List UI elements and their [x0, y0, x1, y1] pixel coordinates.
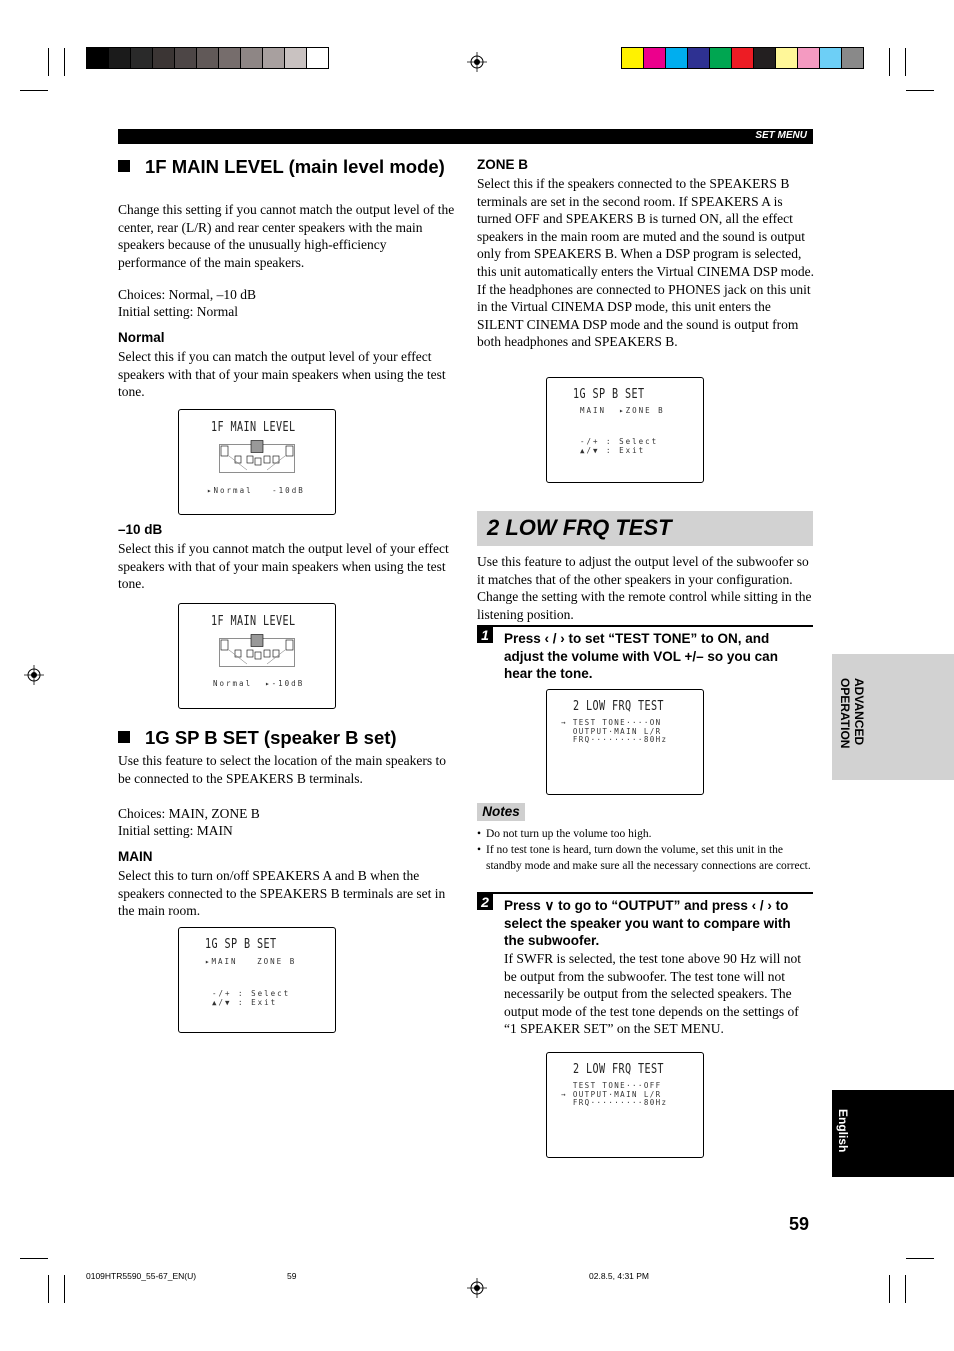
- color-swatch: [153, 48, 174, 68]
- crop-mark: [889, 1275, 890, 1303]
- lcd-title: 1F MAIN LEVEL: [211, 420, 296, 435]
- footer-page: 59: [287, 1271, 297, 1281]
- zoneb-text: Select this if the speakers connected to the SPEAKERS B terminals are set in the second room. If SPEAKERS A is turned OFF and SPEAKERS B is turned ON, all the effect speakers in the main room are muted and the sound is output only from SPEAKERS B. When a DSP program is selected, this unit automatically enters the Virtual CINEMA DSP mode. If the headphones are connected to PHONES jack on this unit in the Virtual CINEMA DSP mode, this unit enters the SILENT CINEMA DSP mode and the sound is output from both headphones and SPEAKERS B.: [477, 176, 815, 350]
- color-swatch: [644, 48, 665, 68]
- crop-mark: [905, 48, 906, 76]
- crop-mark: [48, 48, 49, 76]
- lcd-setting-lines: TEST TONE···OFF → OUTPUT·MAIN L/R FRQ·········80Hz: [561, 1081, 668, 1107]
- lcd-help-lines: -/+ : Select ▲/▼ : Exit: [212, 989, 291, 1007]
- section2-initial: Initial setting: MAIN: [118, 823, 233, 838]
- section2-intro: Use this feature to select the location of the main speakers to be connected to the SPEAKERS B terminals.: [118, 753, 447, 786]
- header-bar: [118, 129, 813, 144]
- section1-title: 1F MAIN LEVEL (main level mode): [145, 156, 445, 177]
- color-swatch: [754, 48, 775, 68]
- section-banner: [477, 511, 813, 546]
- speaker-layout-icon: [219, 440, 295, 476]
- notes-label: Notes: [477, 803, 525, 821]
- section2-title: 1G SP B SET (speaker B set): [145, 727, 397, 748]
- speaker-layout-icon: [219, 634, 295, 670]
- section1-initial: Initial setting: Normal: [118, 304, 238, 319]
- side-tab-advanced: [832, 654, 954, 780]
- bullet-square-icon: [118, 731, 130, 743]
- side-tab-english-label: English: [836, 1109, 850, 1153]
- section-label: SET MENU: [755, 130, 807, 141]
- lcd-help-lines: -/+ : Select ▲/▼ : Exit: [580, 437, 659, 455]
- registration-mark-icon: [24, 665, 44, 685]
- lcd-display: [178, 409, 336, 515]
- color-swatch: [241, 48, 262, 68]
- step-divider: [477, 625, 813, 627]
- normal-heading: Normal: [118, 330, 165, 345]
- registration-mark-icon: [467, 1278, 487, 1298]
- section2-heading: [118, 728, 458, 748]
- lcd-display: [546, 1052, 704, 1158]
- color-swatch: [175, 48, 196, 68]
- color-swatch: [109, 48, 130, 68]
- crop-mark: [64, 48, 65, 76]
- crop-mark: [889, 48, 890, 76]
- notes-list: [477, 826, 813, 874]
- zoneb-heading: ZONE B: [477, 157, 529, 172]
- crop-mark: [906, 90, 934, 91]
- crop-mark: [905, 1275, 906, 1303]
- lcd-display: [178, 603, 336, 709]
- lcd-title: 1F MAIN LEVEL: [211, 614, 296, 629]
- footer-date: 02.8.5, 4:31 PM: [589, 1271, 650, 1281]
- lcd-title: 2 LOW FRQ TEST: [573, 1062, 664, 1077]
- main-heading: MAIN: [118, 849, 153, 864]
- crop-mark: [906, 1258, 934, 1259]
- color-swatch: [710, 48, 731, 68]
- lcd-option-line: ▸MAIN ZONE B: [205, 957, 297, 966]
- color-swatch: [820, 48, 841, 68]
- lcd-option-line: MAIN ▸ZONE B: [580, 406, 665, 415]
- side-tab-advanced-label: ADVANCED OPERATION: [838, 678, 866, 749]
- lcd-title: 1G SP B SET: [573, 387, 645, 402]
- lcd-display: [546, 377, 704, 483]
- color-swatch: [666, 48, 687, 68]
- section2-choices: Choices: MAIN, ZONE B: [118, 806, 260, 821]
- color-swatch: [219, 48, 240, 68]
- color-swatch: [798, 48, 819, 68]
- crop-mark: [48, 1275, 49, 1303]
- step2-number: 2: [477, 894, 493, 910]
- note-item: • Do not turn up the volume too high.: [477, 828, 652, 840]
- step-divider: [477, 892, 813, 894]
- crop-mark: [20, 90, 48, 91]
- crop-mark: [64, 1275, 65, 1303]
- step1-number: 1: [477, 627, 493, 643]
- color-swatch: [776, 48, 797, 68]
- lcd-option-line: ▸Normal -10dB: [207, 486, 305, 495]
- main-text: Select this to turn on/off SPEAKERS A and B when the speakers connected to the SPEAKERS B terminals are set in the main room.: [118, 868, 446, 919]
- lcd-option-line: Normal ▸-10dB: [213, 679, 305, 688]
- low-frq-intro: Use this feature to adjust the output level of the subwoofer so it matches that of the other speakers in your configuration. Change the setting with the remote control while sitting in the listening position.: [477, 554, 812, 622]
- step2-body: If SWFR is selected, the test tone above 90 Hz will not be output from the subwoofer. The test tone will not necessarily be output from the selected speakers. The output mode of the test tone depends on the settings of “1 SPEAKER SET” on the SET MENU.: [504, 951, 801, 1037]
- step1-text: Press ‹ / › to set “TEST TONE” to ON, and adjust the volume with VOL +/– so you can hear the tone.: [504, 631, 778, 681]
- side-tab-english: [832, 1090, 954, 1177]
- banner-title: 2 LOW FRQ TEST: [487, 515, 672, 540]
- color-swatch: [131, 48, 152, 68]
- color-swatch: [307, 48, 328, 68]
- lcd-setting-lines: → TEST TONE····ON OUTPUT·MAIN L/R FRQ·········80Hz: [561, 718, 668, 744]
- color-swatch: [197, 48, 218, 68]
- section1-choices: Choices: Normal, –10 dB: [118, 287, 256, 302]
- page-number: 59: [789, 1214, 810, 1234]
- footer-file: 0109HTR5590_55-67_EN(U): [86, 1271, 197, 1281]
- step2-text: Press ∨ to go to “OUTPUT” and press ‹ / › to select the speaker you want to compare with the subwoofer.: [504, 898, 791, 948]
- color-swatch: [263, 48, 284, 68]
- color-swatch: [87, 48, 108, 68]
- color-swatch: [842, 48, 863, 68]
- color-swatch: [732, 48, 753, 68]
- color-swatch: [622, 48, 643, 68]
- color-swatch: [285, 48, 306, 68]
- lcd-title: 2 LOW FRQ TEST: [573, 699, 664, 714]
- section1-heading: [118, 157, 458, 177]
- lcd-display: [178, 927, 336, 1033]
- note-item: • If no test tone is heard, turn down the volume, set this unit in the standby mode and make sure all the necessary connections are correct.: [477, 844, 811, 872]
- lcd-title: 1G SP B SET: [205, 937, 277, 952]
- minus10-text: Select this if you cannot match the output level of your effect speakers with that of your main speakers when using the test tone.: [118, 541, 449, 592]
- lcd-display: [546, 689, 704, 795]
- normal-text: Select this if you can match the output level of your effect speakers with that of your main speakers when using the test tone.: [118, 349, 446, 400]
- registration-mark-icon: [467, 52, 487, 72]
- section1-intro: Change this setting if you cannot match the output level of the center, rear (L/R) and rear center speakers with the main speakers because of the unusually high-efficiency performance of the main speakers.: [118, 202, 455, 270]
- minus10-heading: –10 dB: [118, 522, 163, 537]
- bullet-square-icon: [118, 160, 130, 172]
- color-swatch: [688, 48, 709, 68]
- crop-mark: [20, 1258, 48, 1259]
